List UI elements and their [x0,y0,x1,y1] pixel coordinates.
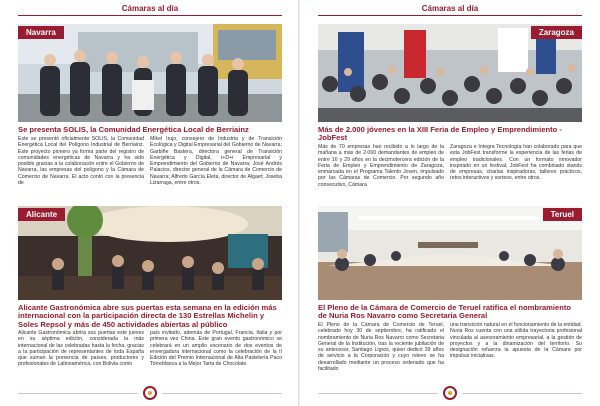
camara-logo-icon-right [443,386,457,400]
alicante-text-col1: Alicante Gastronómica abrirá sus puertas este jueves en su séptima edición, considerada la más internacional de las celebradas hasta la fecha, gracias a la participación de representantes de toda España que suman la presencia de países, productores y profesionales de Latinoamérica, con Bolivia como [18,330,144,368]
footer-rule-right-a [318,393,438,394]
headline-alicante: Alicante Gastronómica abre sus puertas esta semana en la edición más internacional con la participación directa de 130 Estrellas Michelin y Soles Repsol y más de 450 actividades abiertas al público [18,303,277,329]
footer-rule-left-b [162,393,282,394]
running-head-right: Cámaras al día [421,4,479,13]
footer-rule-left-a [18,393,138,394]
region-tag-navarra: Navarra [18,26,64,39]
navarra-text-col2: Mikel Irujo, consejero de Industria y de Transición Ecológica y Digital Empresarial del Gobierno de Navarra; Garbiñe Bastera, directora general de Transición Energética y Digital, I+D+i Empresarial y Emprendimiento del Gobierno de Navarra; José Andrés Palacios, director general de la Cámara de Comercio de Navarra; Alfredo García Eleta, director de Algaet; Joseba Lizarraga, entre otros. [150,136,282,187]
teruel-photo [318,206,582,300]
zaragoza-text-col2: Zaragoza e Integra Tecnología han colaborado para que esta JobFest transforme la experiencia de las ferias de empleo tradicionales. Con un formato innovador inspirado en un festival, JobFest ha combinado stands de empresas, charlas inspiradoras, talleres prácticos, retos interactivos y sorteos, entre otros. [450,144,582,182]
region-tag-alicante: Alicante [18,208,65,221]
right-page [300,0,600,406]
zaragoza-photo [318,24,582,122]
teruel-text-col2: una transición natural en el funcionamiento de la entidad. Nuria Ros cuenta con una sólida trayectoria profesional vinculada al asesoramiento empresarial, a la gestión de proyectos y a la dinamización del territorio. Su designación refuerza la apuesta de la Cámara por impulsar iniciativas. [450,322,582,360]
alicante-photo [18,206,282,300]
zaragoza-text-col1: Más de 70 empresas han recibido a lo largo de la mañana a más de 2.000 demandantes de empleo de entre 16 y 29 años en la decimotercera edición de la Feria de Empleo y Emprendimiento de Zaragoza, enmarcada en el Programa Talento Joven, impulsado por las Cámaras de Comercio. Por segundo año consecutivo, Cámara [318,144,444,188]
alicante-text-col2: país invitado, además de Portugal, Francia, Italia y por primera vez China. Este gran evento gastronómico se celebrará en un amplio escenario de dos eventos de envergadura internacional como la celebración de la II Edición del Premio Internacional de Alta Pastelería Paco Torreblanca a la Mejor Tarta de Chocolate. [150,330,282,368]
header-rule-right [318,15,582,16]
navarra-text-col1: Este se presentó oficialmente SOLIS, la Comunidad Energética Local del Polígono Industrial de Berriainz. Este proyecto pionero ya forma parte del registro de comunidades energéticas de Navarra y ha sido posible gracias a la colaboración entre el Gobierno de Navarra, las empresas del polígono y la Cámara de Comercio de Navarra. El acto contó con la presencia de [18,136,144,187]
region-tag-teruel: Teruel [543,208,582,221]
headline-zaragoza: Más de 2.000 jóvenes en la XIII Feria de Empleo y Emprendimiento - JobFest [318,125,562,143]
running-head-left: Cámaras al día [121,4,179,13]
camara-logo-icon [143,386,157,400]
headline-teruel: El Pleno de la Cámara de Comercio de Teruel ratifica el nombramiento de Nuria Ros Navarro como Secretaria General [318,303,572,321]
header-rule-left [18,15,282,16]
headline-navarra: Se presenta SOLIS, la Comunidad Energética Local de Berriainz [18,125,249,134]
teruel-text-col1: El Pleno de la Cámara de Comercio de Teruel, celebrado hoy 30 de septiembre, ha ratificado el nombramiento de Nuria Ros Navarro como Secretaria General de la Institución, tras la reciente jubilación de su antecesor, Santiago Ligros, quien dedicó 39 años de servicio a la Corporación y cuyo relevo se ha desarrollado mediante un proceso ordenado que ha facilitado [318,322,444,373]
region-tag-zaragoza: Zaragoza [531,26,582,39]
footer-rule-right-b [462,393,582,394]
navarra-photo [18,24,282,122]
